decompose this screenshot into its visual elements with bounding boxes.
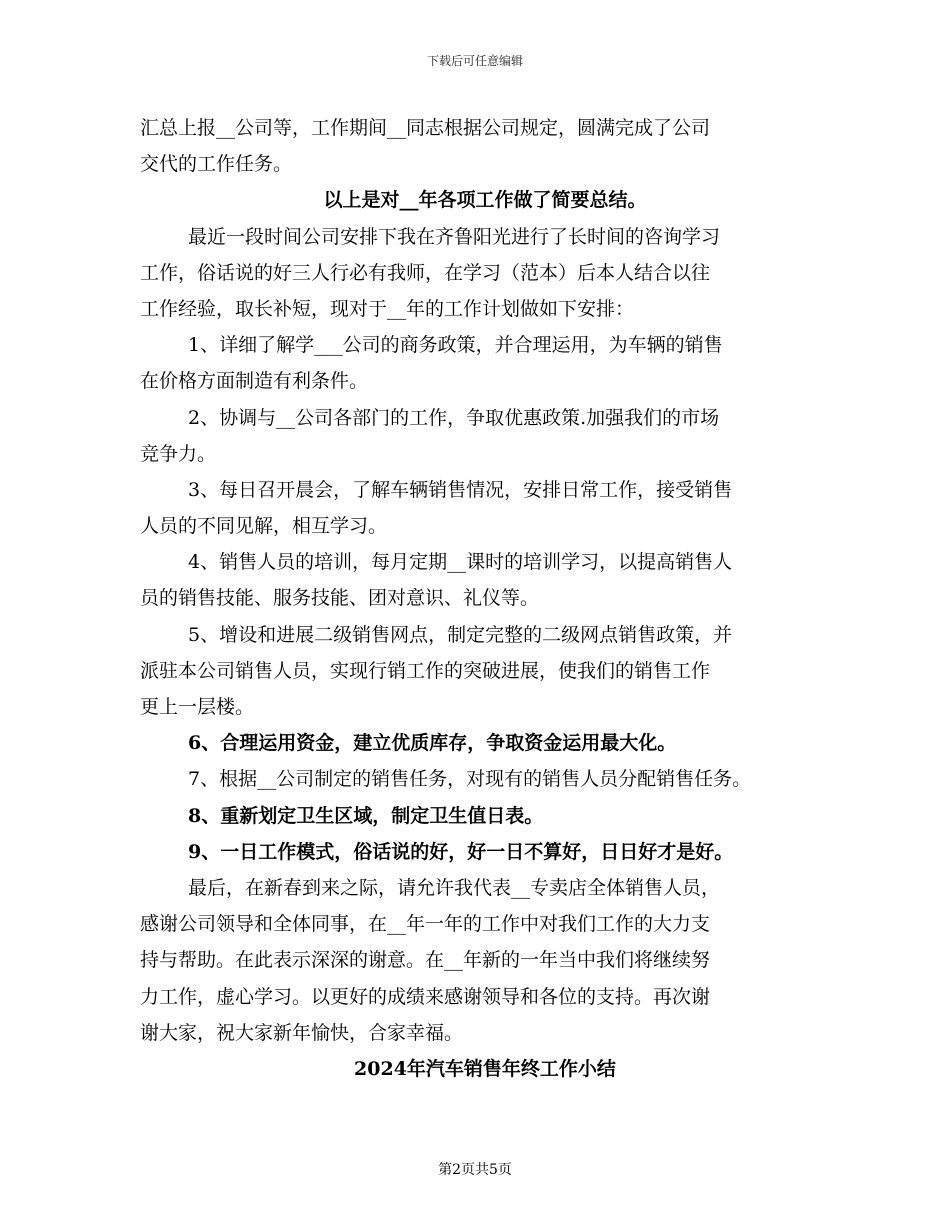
list-item-5: 5、增设和进展二级销售网点，制定完整的二级网点销售政策，并 <box>188 623 733 646</box>
text-line-5: 工作，俗话说的好三人行必有我师，在学习（范本）后本人结合以往 <box>140 261 711 284</box>
list-item-3: 3、每日召开晨会，了解车辆销售情况，安排日常工作，接受销售 <box>188 478 733 501</box>
list-item-1: 1、详细了解学___公司的商务政策，并合理运用，为车辆的销售 <box>188 334 723 357</box>
section-heading-summary: 以上是对__年各项工作做了简要总结。 <box>323 189 647 212</box>
page-footer: 第2页共5页 <box>438 1162 512 1178</box>
text-line-14: 员的销售技能、服务技能、团对意识、礼仪等。 <box>140 587 540 610</box>
list-item-6: 6、合理运用资金，建立优质库存，争取资金运用最大化。 <box>188 732 677 755</box>
list-item-8: 8、重新划定卫生区域，制定卫生值日表。 <box>188 804 544 827</box>
text-line-17: 更上一层楼。 <box>140 696 255 718</box>
text-line-12: 人员的不同见解，相互学习。 <box>140 515 388 538</box>
text-line-6: 工作经验，取长补短，现对于__年的工作计划做如下安排： <box>140 297 635 320</box>
text-line-26: 谢大家，祝大家新年愉快，合家幸福。 <box>140 1021 464 1044</box>
page-header: 下载后可任意编辑 <box>426 54 523 68</box>
list-item-7: 7、根据__公司制定的销售任务，对现有的销售人员分配销售任务。 <box>188 768 752 791</box>
text-line-16: 派驻本公司销售人员，实现行销工作的突破进展，使我们的销售工作 <box>140 659 711 682</box>
section-heading-title: 2024年汽车销售年终工作小结 <box>354 1057 616 1080</box>
text-line-23: 感谢公司领导和全体同事，在__年一年的工作中对我们工作的大力支 <box>140 913 711 936</box>
list-item-9: 9、一日工作模式，俗话说的好，好一日不算好，日日好才是好。 <box>188 840 734 863</box>
text-line-8: 在价格方面制造有利条件。 <box>140 370 369 393</box>
text-line-24: 持与帮助。在此表示深深的谢意。在__年新的一年当中我们将继续努 <box>140 949 711 972</box>
text-line-10: 竞争力。 <box>140 442 217 465</box>
document-body <box>140 110 830 1087</box>
text-line-22: 最后，在新春到来之际，请允许我代表__专卖店全体销售人员， <box>188 876 721 899</box>
list-item-2: 2、协调与__公司各部门的工作，争取优惠政策.加强我们的市场 <box>188 406 720 429</box>
text-line-2: 交代的工作任务。 <box>140 153 293 176</box>
text-line-4: 最近一段时间公司安排下我在齐鲁阳光进行了长时间的咨询学习 <box>188 225 721 248</box>
list-item-4: 4、销售人员的培训，每月定期__课时的培训学习，以提高销售人 <box>188 551 733 574</box>
text-line-1: 汇总上报__公司等，工作期间__同志根据公司规定，圆满完成了公司 <box>140 117 711 139</box>
text-line-25: 力工作，虚心学习。以更好的成绩来感谢领导和各位的支持。再次谢 <box>140 985 711 1008</box>
